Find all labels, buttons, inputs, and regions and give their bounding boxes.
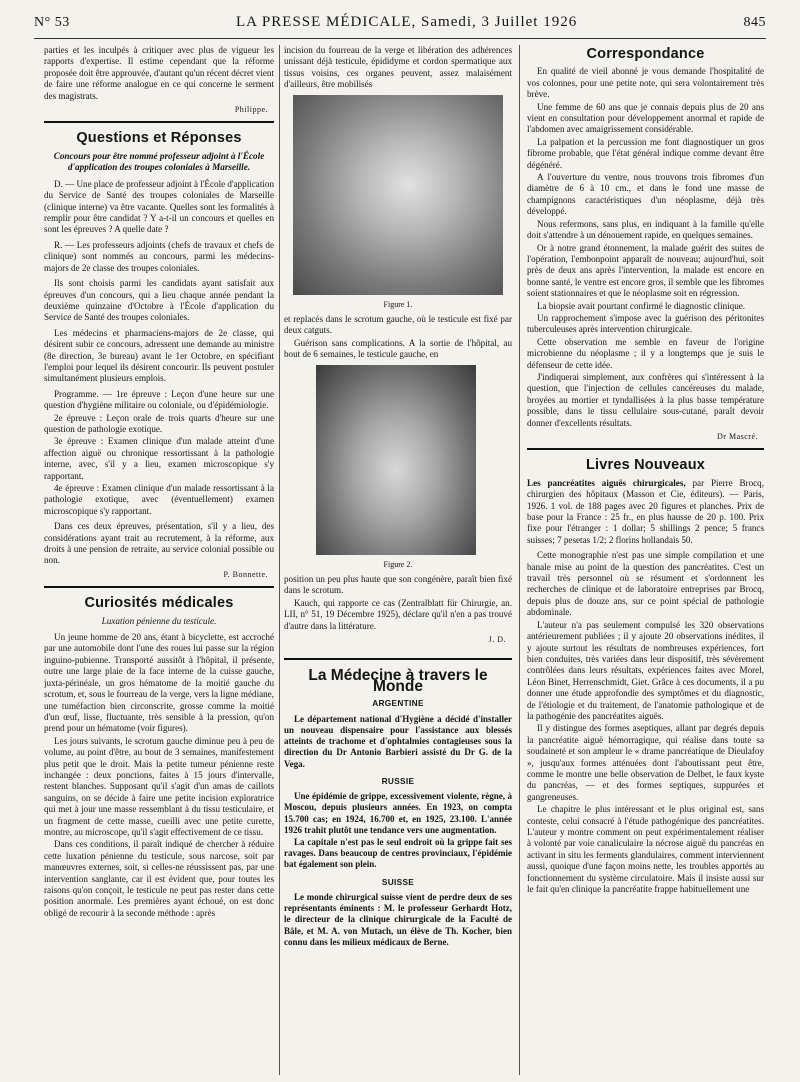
paragraph: L'auteur n'a pas seulement compulsé les 320 observations antérieurement publiées ; il y ajoute 20 observations inédites, il y ajoute surtout les résultats de nombreuses expériences, fort bien conduites, très variées dans leur dispositif, très sévèrement contrôlées dans leurs résultats, expériences faites avec Morel, Léon Binet, Herrenschmidt, Giet. Grâce à ces documents, il a pu donner une étude approfondie des symptômes et du diagnostic, de l'étiologie et du traitement, de l'anatomie pathologique et de la pathogénie des pancréatites aiguës. bbox=[527, 619, 764, 721]
paragraph: Il y distingue des formes aseptiques, allant par degrés depuis la pancréatite aiguë hémorragique, qui réalise dans toute sa soudaineté et son ampleur le « drame pancréatique de Dieulafoy », jusqu'aux formes atténuées dont l'aboutissant peut être, comme le montre une belle observation de Delbet, le faux kyste du pancréas, — et des formes septiques, suppurées et gangreneuses. bbox=[527, 723, 764, 802]
issue-number: N° 53 bbox=[34, 15, 70, 30]
paragraph: Nous refermons, sans plus, en indiquant à la famille qu'elle doit s'attendre à un dénouement rapide, en quelques semaines. bbox=[527, 218, 764, 241]
paragraph: Cette observation me semble en faveur de l'origine microbienne du néoplasme ; il y a longtemps que je suis le défenseur de cette idée. bbox=[527, 336, 764, 370]
paragraph: Dans ces conditions, il paraît indiqué de chercher à réduire cette luxation pénienne du testicule, sous narcose, soit par manœuvres externes, soit, si celles-ne réussissent pas, par une intervention sanglante, car il est évident que, pour toutes les raisons qu'on conçoit, le testicule ne peut pas rester dans cette position anormale. Les premières ayant échoué, on est donc obligé de recourir à la seconde méthode : après bbox=[44, 839, 274, 918]
paragraph: Cette monographie n'est pas une simple compilation et une banale mise au point de la question des pancréatites. C'est un travail très personnel où se résument et s'ordonnent les recherches de clinique et de laboratoire entreprises par Brocq, depuis plus de douze ans, sur ce point spécial de pathologie abdominale. bbox=[527, 550, 764, 618]
paragraph: 3e épreuve : Examen clinique d'un malade atteint d'une affection aiguë ou chronique ressortissant à la pathologie interne, avec, s'il y a lieu, examen microscopique s'y rapportant. bbox=[44, 436, 274, 481]
paragraph: Or à notre grand étonnement, la malade guérit des suites de l'opération, l'embonpoint apparaît de nouveau; aujourd'hui, soit près de deux ans après l'intervention, la malade est encore en bonne santé, le ventre est encore gros, il semble que les fibromes soient stationnaires et que le néoplasme soit en régression. bbox=[527, 242, 764, 299]
paragraph: Ils sont choisis parmi les candidats ayant satisfait aux épreuves d'un concours, qui a lieu chaque année pendant la deuxième quinzaine d'Octobre à l'École d'application du Service de Santé des troupes coloniales. bbox=[44, 278, 274, 323]
country-heading: SUISSE bbox=[381, 876, 415, 887]
paragraph: Le chapitre le plus intéressant et le plus original est, sans conteste, celui consacré à l'étude pathogénique des pancréatites. L'auteur y montre comment on peut expérimentalement réaliser à volonté par voie canaliculaire la nécrose aiguë du pancréas en activant in situ les ferments glandulaires, comment interviennent aussi, quoique d'une façon moins nette, les troubles apportés au fonctionnement du système circulatoire. Mais il insiste aussi sur le fait qu'en clinique la pancréatite frappe habituellement une bbox=[527, 804, 764, 895]
paragraph: 2e épreuve : Leçon orale de trois quarts d'heure sur une question de pathologie exotique. bbox=[44, 412, 274, 434]
paragraph: incision du fourreau de la verge et libération des adhérences unissant déjà testicule, épididyme et cordon spermatique aux tissus voisins, ces organes peuvent, assez malaisément d'ailleurs, être mobilisés bbox=[284, 45, 512, 90]
paragraph: La capitale n'est pas le seul endroit où la grippe fait ses ravages. Dans beaucoup de centres provinciaux, l'épidémie bat également son plein. bbox=[284, 836, 512, 870]
column-1 bbox=[44, 45, 274, 1075]
book-title: Les pancréatites aiguës chirurgicales, bbox=[527, 477, 686, 488]
paragraph: Dans ces deux épreuves, présentation, s'il y a lieu, des considérations ayant trait au recrutement, à la réforme, aux droits à une pension de retraite, au service colonial possible ou non. bbox=[44, 521, 274, 566]
section-title: Questions et Réponses bbox=[76, 130, 242, 147]
paragraph: Kauch, qui rapporte ce cas (Zentralblatt für Chirurgie, an. LII, n° 51, 19 Décembre 1925), déclare qu'il n'en a pas trouvé d'autre dans la littérature. bbox=[284, 597, 512, 631]
paragraph: D. — Une place de professeur adjoint à l'École d'application du Service de Santé des troupes coloniales de Marseille (clinique interne) va être vacante. Quelles sont les formalités à remplir pour être candidat ? Y a-t-il un concours et quelles en sont les épreuves ? A quelle date ? bbox=[44, 178, 274, 235]
paragraph: position un peu plus haute que son congénère, paraît bien fixé dans le scrotum. bbox=[284, 574, 512, 596]
column-2 bbox=[284, 45, 512, 1075]
section-subtitle: Concours pour être nommé professeur adjoint à l'École d'application des troupes coloniales à Marseille. bbox=[53, 150, 265, 172]
paragraph: Une épidémie de grippe, excessivement violente, règne, à Moscou, depuis plusieurs années. En 1923, on compta 15.700 cas; en 1924, 16.700 et, en 1925, 23.100. L'année 1926 trahit plutôt une tendance vers une augmentation. bbox=[284, 791, 512, 835]
section-correspondance bbox=[527, 46, 764, 442]
page-number: 845 bbox=[743, 15, 766, 30]
paragraph: Le monde chirurgical suisse vient de perdre deux de ses représentants éminents : M. le professeur Gerhardt Hotz, le directeur de la clinique chirurgicale de la Faculté de Bâle, et M. A. von Mutach, un élève de Th. Kocher, bien connu dans les milieux médicaux de Berne. bbox=[284, 891, 512, 947]
paragraph: Les jours suivants, le scrotum gauche diminue peu à peu de volume, au point d'être, au bout de 3 semaines, manifestement plus petit que le droit. Mais la petite tumeur pénienne reste inchangée : deux ponctions, faites à 15 jours d'intervalle, restent blanches. Supposant qu'il s'agit d'un amas de caillots sanguins, on se décide à faire une petite incision exploratrice qui met à jour une masse ressemblant à du tissu testiculaire, et un fragment de cette masse, cueilli avec une petite curette, montre, au microscope, qu'il s'agit effectivement de ce tissu. bbox=[44, 735, 274, 837]
header-rule bbox=[34, 38, 766, 39]
paragraph: 4e épreuve : Examen clinique d'un malade ressortissant à la pathologie exotique, avec (éventuellement) examen microscopique s'y rapportant. bbox=[44, 483, 274, 516]
signature: P. Bonnette. bbox=[223, 569, 268, 579]
paragraph: Un rapprochement s'impose avec la guérison des péritonites tuberculeuses après intervention chirurgicale. bbox=[527, 312, 764, 335]
signature: Philippe. bbox=[234, 105, 268, 115]
section-title: La Médecine à travers le Monde bbox=[308, 666, 488, 695]
figure-1-photo bbox=[293, 95, 503, 295]
paragraph: En qualité de vieil abonné je vous demande l'hospitalité de vos colonnes, pour une petite note, qui sera volontairement très brève. bbox=[527, 66, 764, 100]
column-divider bbox=[519, 45, 520, 1075]
paragraph: Les médecins et pharmaciens-majors de 2e classe, qui désirent subir ce concours, adressent une demande au ministre (8e direction, 3e bureau) avant le 1er Octobre, en spécifiant l'emploi pour lequel ils désirent concourir. Ils peuvent postuler simultanément plusieurs emplois. bbox=[44, 327, 274, 384]
book-reference bbox=[527, 478, 764, 546]
section-questions-reponses bbox=[44, 121, 274, 580]
column-divider bbox=[279, 45, 280, 1075]
paragraph: La biopsie avait pourtant confirmé le diagnostic clinique. bbox=[537, 300, 746, 311]
paragraph: parties et les inculpés à critiquer avec plus de vigueur les rapports d'expertise. Il estime cependant que la réforme proposée doit être approuvée, d'autant qu'un récent décret vient de faire une réforme analogue en ce qui concerne le serment des magistrats. bbox=[44, 45, 274, 101]
section-subtitle: Luxation pénienne du testicule. bbox=[101, 615, 217, 626]
book-details: par Pierre Brocq, chirurgien des hôpitaux (Masson et Cie, éditeurs). — Paris, 1926. 1 vol. de 188 pages avec 20 figures et planches. Prix de base pour la France : 25 fr., en plus hausse de 20 p. 100. Prix fixe pour l'étranger : 1 dollar; 5 shillings 2 pence; 5 francs suisses; 7 pesetas 1/2; 2 florins hollandais 50. bbox=[527, 477, 764, 545]
paragraph: J'indiquerai simplement, aux confrères qui s'intéressent à la question, que l'injection de cellules cancéreuses du malade, broyées au mortier et tyndallisées à la plus basse température possible, dans le tissu cellulaire sous-cutané, paraît devoir donner d'excellents résultats. bbox=[527, 371, 764, 428]
paragraph: A l'ouverture du ventre, nous trouvons trois fibromes d'un diamètre de 6 à 10 cm., et dans le fond une masse de champignons caractéristiques d'un néoplasme, déjà très développé. bbox=[527, 172, 764, 217]
paragraph: Guérison sans complications. A la sortie de l'hôpital, au bout de 6 semaines, le testicule gauche, en bbox=[284, 337, 512, 360]
country-heading: RUSSIE bbox=[381, 775, 415, 786]
section-title: Curiosités médicales bbox=[84, 595, 234, 612]
country-heading: ARGENTINE bbox=[372, 698, 424, 709]
paragraph: et replacés dans le scrotum gauche, où le testicule est fixé par deux catguts. bbox=[284, 314, 512, 336]
paragraph: Une femme de 60 ans que je connais depuis plus de 20 ans vient en consultation pour développement anormal et rapide de l'abdomen avec amaigrissement considérable. bbox=[527, 101, 764, 135]
page-header bbox=[34, 14, 766, 36]
section-curiosites bbox=[44, 586, 274, 919]
publication-title: LA PRESSE MÉDICALE, Samedi, 3 Juillet 1926 bbox=[236, 14, 578, 30]
paragraph: Programme. — 1re épreuve : Leçon d'une heure sur une question d'hygiène militaire ou coloniale, ou d'épidémiologie. bbox=[44, 388, 274, 411]
figure-2-photo bbox=[316, 365, 476, 555]
figure-2-caption: Figure 2. bbox=[383, 559, 413, 569]
signature: Dr Mascré. bbox=[717, 432, 758, 441]
signature: J. D. bbox=[488, 635, 506, 645]
paragraph: Le département national d'Hygiène a décidé d'installer un nouveau dispensaire pour l'assistance aux blessés atteints de trachome et d'ophtalmies contagieuses sous la direction du Dr Antonio Barbieri assisté du Dr G. de la Vega. bbox=[284, 713, 512, 769]
section-title: Livres Nouveaux bbox=[585, 457, 706, 474]
section-medecine-monde bbox=[284, 658, 512, 948]
figure-1-caption: Figure 1. bbox=[383, 299, 413, 309]
paragraph: La palpation et la percussion me font diagnostiquer un gros fibrome probable, que l'état général indique comme devant être dégénéré. bbox=[527, 136, 764, 170]
column-3 bbox=[527, 45, 764, 1075]
paragraph: R. — Les professeurs adjoints (chefs de travaux et chefs de clinique) sont nommés au concours, parmi les médecins-majors de 2e classe des troupes coloniales. bbox=[44, 239, 274, 273]
section-title: Correspondance bbox=[586, 46, 705, 62]
section-livres-nouveaux bbox=[527, 448, 764, 895]
paragraph: Un jeune homme de 20 ans, étant à bicyclette, est accroché par une automobile dont l'une des roues lui passe sur la région inguino-pubienne. Transporté aussitôt à l'hôpital, il présente, outre une large plaie de la face interne de la cuisse gauche, juxta-périnéale, un gros hématome de la moitié gauche du scrotum, et, sous le fourreau de la verge, vers la ligne médiane, une tuméfaction bien circonscrite, grosse comme la moitié d'un œuf, lisse, fluctuante, très sensible à la pression, qu'on prend pour un hématome (voir figures). bbox=[44, 632, 274, 734]
